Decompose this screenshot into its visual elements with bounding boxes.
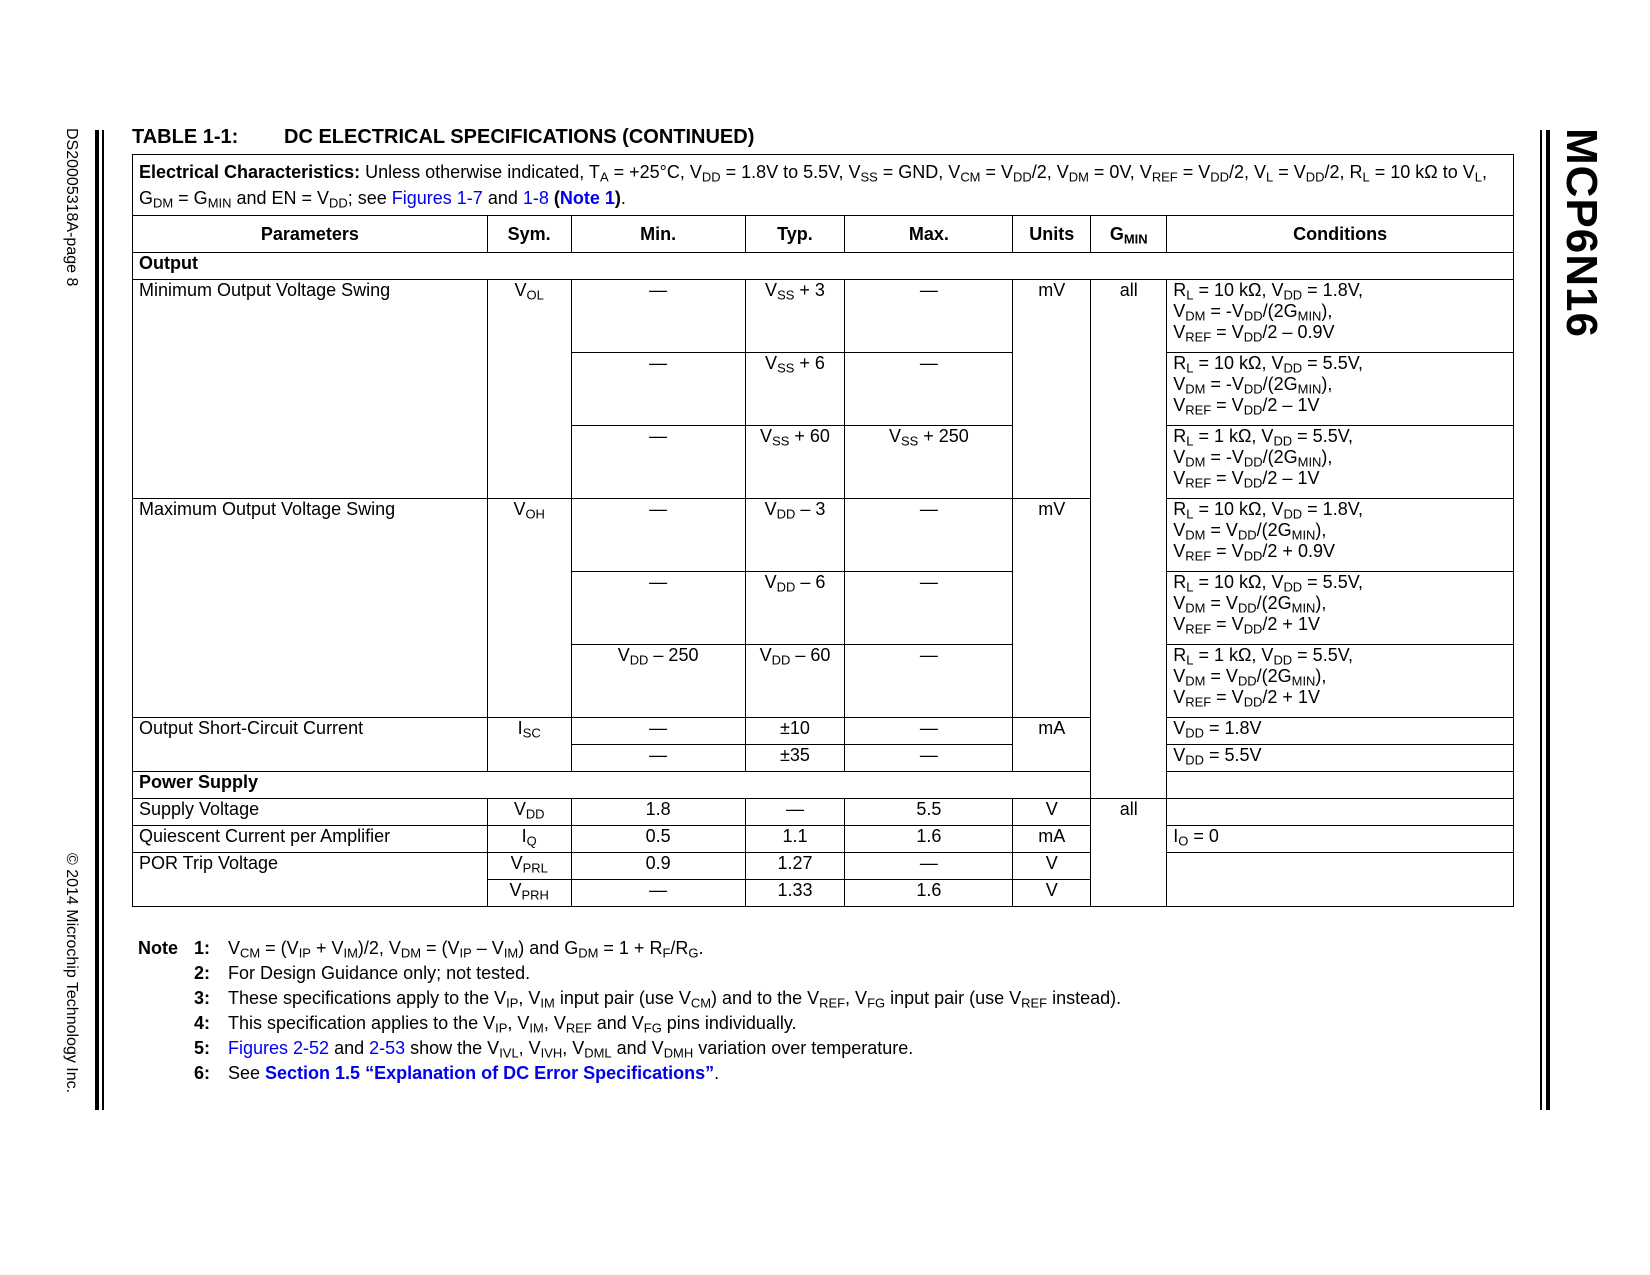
header-sym: Sym.	[487, 216, 571, 253]
sym-voh: $V_{OH}$	[487, 499, 571, 718]
param-voh: Maximum Output Voltage Swing	[133, 499, 488, 718]
left-rule-thin	[102, 130, 104, 1110]
section-power-supply: Power Supply	[133, 772, 1514, 799]
gmin-output: all	[1091, 280, 1167, 799]
part-number: MCP6N16	[1557, 128, 1606, 338]
header-min: Min.	[571, 216, 745, 253]
table-row: $V_{PRH}$ — 1.33 1.6 V	[133, 880, 1514, 907]
header-typ: Typ.	[745, 216, 845, 253]
table-row: Supply Voltage $V_{DD}$ 1.8 — 5.5 V all	[133, 799, 1514, 826]
table-row: $V_{DD} - 250$ $V_{DD} - 60$ — $R_L = 1$ kΩ, $V_{DD} = 5.5V$, $V_{DM} = V_{DD}/(2G_{MIN})$, $V_{REF} = V_{DD}/2 + 1V$	[133, 645, 1514, 718]
table-number: TABLE 1-1:	[132, 126, 239, 148]
header-units: Units	[1013, 216, 1091, 253]
sym-isc: $I_{SC}$	[487, 718, 571, 772]
dc-spec-table	[132, 154, 1514, 907]
table-row: Output Short-Circuit Current $I_{SC}$ — ±10 — mA $V_{DD} = 1.8V$	[133, 718, 1514, 745]
table-row: — $V_{SS} + 60$ $V_{SS} + 250$ $R_L = 1$ kΩ, $V_{DD} = 5.5V$, $V_{DM} = -V_{DD}/(2G_{MIN})$, $V_{REF} = V_{DD}/2 - 1V$	[133, 426, 1514, 499]
header-row	[133, 216, 1514, 253]
table-row: — ±35 — $V_{DD} = 5.5V$	[133, 745, 1514, 772]
note-1-link[interactable]: Note 1	[559, 188, 615, 208]
table-row: Minimum Output Voltage Swing $V_{OL}$ — $V_{SS} + 3$ — mV all $R_L = 10$ kΩ, $V_{DD} = 1.8V$, $V_{DM} = -V_{DD}/(2G_{MIN})$, $V_{REF} = V_{DD}/2 - 0.9V$	[133, 280, 1514, 353]
table-row: — $V_{SS} + 6$ — $R_L = 10$ kΩ, $V_{DD} = 5.5V$, $V_{DM} = -V_{DD}/(2G_{MIN})$, $V_{REF} = V_{DD}/2 - 1V$	[133, 353, 1514, 426]
right-margin	[1557, 128, 1610, 388]
right-rule-thick	[1546, 130, 1550, 1110]
table-row: — $V_{DD} - 6$ — $R_L = 10$ kΩ, $V_{DD} = 5.5V$, $V_{DM} = V_{DD}/(2G_{MIN})$, $V_{REF} = V_{DD}/2 + 1V$	[133, 572, 1514, 645]
table-title	[132, 126, 754, 149]
figures-2-52-link[interactable]: Figures 2-52	[228, 1038, 330, 1058]
sym-vol: $V_{OL}$	[487, 280, 571, 499]
units-vol: mV	[1013, 280, 1091, 499]
figure-1-8-link[interactable]: 1-8	[522, 188, 549, 208]
table-row: Maximum Output Voltage Swing $V_{OH}$ — $V_{DD} - 3$ — mV $R_L = 10$ kΩ, $V_{DD} = 1.8V$, $V_{DM} = V_{DD}/(2G_{MIN})$, $V_{REF} = V_{DD}/2 + 0.9V$	[133, 499, 1514, 572]
copyright-notice: © 2014 Microchip Technology Inc.	[63, 853, 80, 1094]
table-title-text: DC ELECTRICAL SPECIFICATIONS (CONTINUED)	[284, 126, 755, 148]
figure-2-53-link[interactable]: 2-53	[369, 1038, 406, 1058]
header-conditions: Conditions	[1167, 216, 1514, 253]
table-row: POR Trip Voltage $V_{PRL}$ 0.9 1.27 — V	[133, 853, 1514, 880]
right-rule-thin	[1540, 130, 1542, 1110]
left-margin	[50, 128, 90, 1110]
figures-link[interactable]: Figures 1-7	[391, 188, 483, 208]
gmin-power: all	[1091, 799, 1167, 907]
left-rule-thick	[95, 130, 99, 1110]
param-vol: Minimum Output Voltage Swing	[133, 280, 488, 499]
param-isc: Output Short-Circuit Current	[133, 718, 488, 772]
units-voh: mV	[1013, 499, 1091, 718]
page-reference: DS20005318A-page 8	[63, 128, 80, 287]
table-row: Quiescent Current per Amplifier $I_Q$ 0.5 1.1 1.6 mA $I_O = 0$	[133, 826, 1514, 853]
header-gmin: $G_{MIN}$	[1091, 216, 1167, 253]
electrical-characteristics: Electrical Characteristics: Unless otherwise indicated, $T_A = +25^\circ C$, $V_{DD} = 1.8V$ to 5.5V, $V_{SS}$ = GND, $V_{CM} = V_{DD}/2$, $V_{DM} = 0V$, $V_{REF} = V_{DD}/2$, $V_L = V_{DD}/2$, $R_L = 10$ kΩ to $V_L$, $G_{DM} = G_{MIN}$ and EN = $V_{DD}$; see Figures 1-7 and 1-8 (Note 1).	[133, 155, 1514, 216]
header-parameters: Parameters	[133, 216, 488, 253]
units-isc: mA	[1013, 718, 1091, 772]
section-1-5-link[interactable]: Section 1.5 “Explanation of DC Error Specifications”	[265, 1063, 715, 1083]
section-output: Output	[133, 253, 1514, 280]
header-max: Max.	[845, 216, 1013, 253]
